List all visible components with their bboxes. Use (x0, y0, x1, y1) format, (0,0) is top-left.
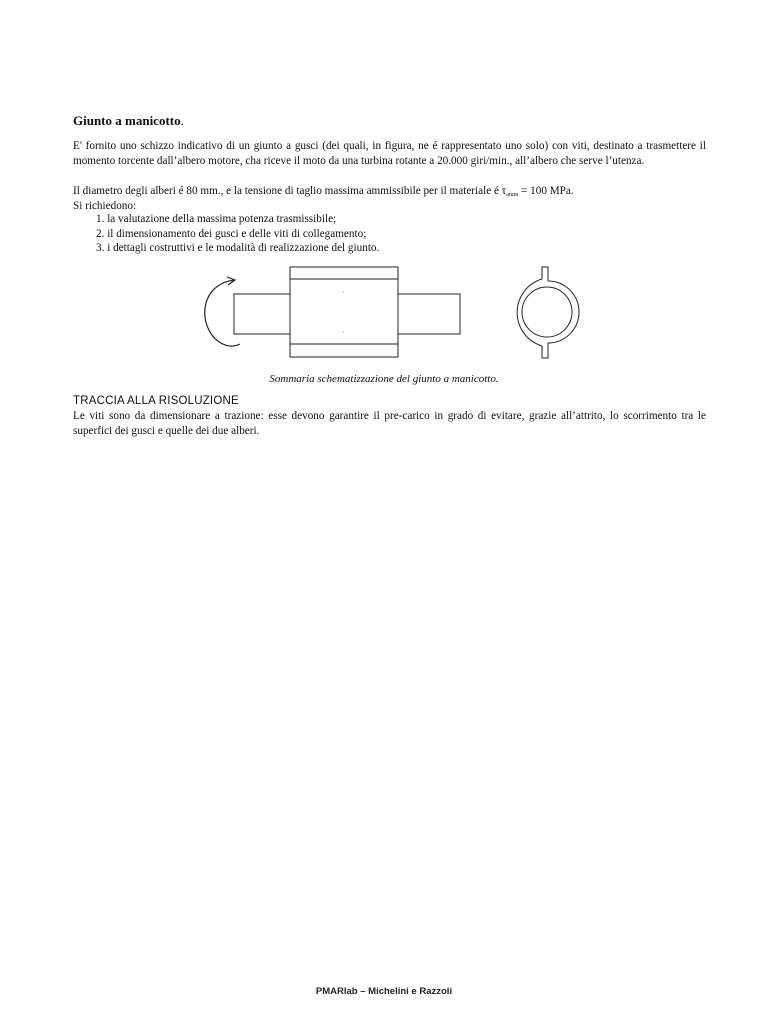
section-heading: TRACCIA ALLA RISOLUZIONE (73, 395, 239, 407)
intro-paragraph: E' fornito uno schizzo indicativo di un giunto a gusci (dei quali, in figura, ne é rappresentato uno solo) con viti, destinato a trasmettere il momento torcente dall’albero motore, cha riceve il moto da una turbina rotante a 20.000 giri/min., all’albero che serve l’utenza. (73, 140, 706, 167)
solution-paragraph: Le viti sono da dimensionare a trazione: esse devono garantire il pre-carico in grado di evitare, grazie all’attrito, lo scorrimento tra le superfici dei gusci e quelle dei due alberi. (73, 410, 706, 437)
diameter-text: Il diametro degli alberi é 80 mm., e la tensione di taglio massima ammissibile per il materiale é τ (73, 185, 507, 197)
requirement-item: 1. la valutazione della massima potenza trasmissibile; (96, 213, 337, 225)
right-shaft (398, 294, 460, 334)
shaft-section (522, 287, 572, 337)
title-text: Giunto a manicotto (73, 113, 181, 128)
requirements-lead: Si richiedono: (73, 200, 137, 212)
rotation-arrow-icon (205, 280, 240, 346)
tau-subscript: amm (506, 192, 519, 198)
stress-value: = 100 MPa. (518, 185, 574, 197)
title-dot: . (180, 113, 184, 128)
requirement-item: 2. il dimensionamento dei gusci e delle viti di collegamento; (96, 227, 367, 240)
page-footer: PMARlab – Michelini e Razzoli (315, 986, 453, 997)
left-shaft (234, 294, 290, 334)
requirements-list (96, 212, 379, 256)
figure-caption: Sommaria schematizzazione del giunto a manicotto. (269, 373, 499, 385)
requirement-item: 3. i dettagli costruttivi e le modalità di realizzazione del giunto. (96, 242, 380, 254)
shell-end-view (517, 267, 579, 358)
coupling-sketch (196, 262, 580, 368)
document-title (73, 113, 184, 129)
